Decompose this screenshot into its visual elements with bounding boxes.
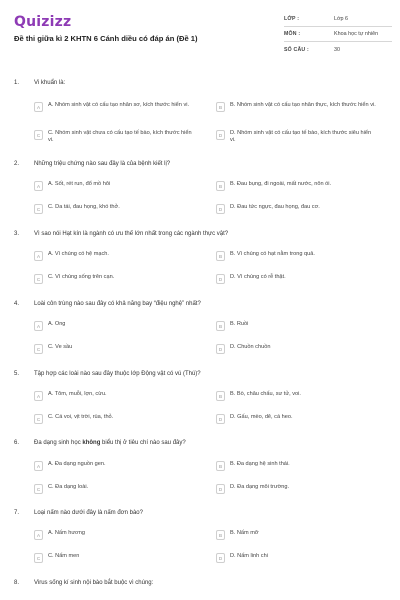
option-text: A. Sốt, rét run, đổ mồ hôi	[48, 181, 111, 187]
option-text: A. Tôm, muỗi, lợn, cừu.	[48, 391, 107, 397]
question-text: Virus sống kí sinh nội bào bắt buộc vì chúng:	[34, 580, 154, 586]
question-text: Những triệu chứng nào sau đây là của bệnh kiết lị?	[34, 161, 171, 167]
option-text: A. Nấm hương	[48, 530, 85, 536]
option-text: A. Đa dạng nguồn gen.	[48, 461, 106, 467]
option-text: B. Bò, châu chấu, sư tử, voi.	[230, 391, 301, 397]
option-letter-box: B	[216, 102, 225, 112]
option-letter-box: A	[34, 461, 43, 471]
option-a[interactable]	[34, 461, 196, 471]
question-number: 1.	[14, 80, 20, 86]
option-text: C. Cá voi, vịt trời, rùa, thỏ.	[48, 414, 114, 420]
option-text: C. Vì chúng sống trên cạn.	[48, 274, 115, 280]
worksheet-title: Đề thi giữa kì 2 KHTN 6 Cánh diều có đáp án (Đề 1)	[14, 34, 198, 43]
option-b[interactable]	[216, 391, 378, 401]
meta-row-subject	[284, 27, 392, 42]
option-letter-box: D	[216, 204, 225, 214]
option-d[interactable]	[216, 204, 378, 214]
option-b[interactable]	[216, 102, 378, 112]
question-text-pre: Đa dạng sinh học	[34, 440, 83, 446]
option-a[interactable]	[34, 102, 196, 112]
option-letter-box: C	[34, 130, 43, 140]
question-text: Vi khuẩn là:	[34, 80, 66, 86]
question-text-emphasis: không	[82, 440, 101, 446]
option-letter-box: C	[34, 484, 43, 494]
option-a[interactable]	[34, 321, 196, 331]
option-letter-box: A	[34, 251, 43, 261]
question-number: 8.	[14, 580, 20, 586]
option-c[interactable]	[34, 414, 196, 424]
option-letter-box: D	[216, 484, 225, 494]
option-b[interactable]	[216, 181, 378, 191]
option-letter-box: D	[216, 274, 225, 284]
option-letter-box: B	[216, 391, 225, 401]
option-text: C. Nhóm sinh vật chưa có cấu tạo tế bào, kích thước hiển vi.	[48, 130, 192, 143]
option-a[interactable]	[34, 391, 196, 401]
option-d[interactable]	[216, 414, 378, 424]
option-letter-box: B	[216, 251, 225, 261]
option-text: B. Vì chúng có hạt nằm trong quả.	[230, 251, 315, 257]
option-d[interactable]	[216, 130, 378, 143]
quizizz-logo: Quizizz	[14, 14, 72, 30]
option-text: C. Nấm men	[48, 553, 80, 559]
option-c[interactable]	[34, 344, 196, 354]
meta-key: LỚP :	[284, 16, 300, 22]
option-text: D. Đa dạng môi trường.	[230, 484, 290, 490]
option-c[interactable]	[34, 553, 196, 563]
option-letter-box: C	[34, 414, 43, 424]
option-letter-box: B	[216, 530, 225, 540]
question-number: 2.	[14, 161, 20, 167]
option-letter-box: B	[216, 321, 225, 331]
option-b[interactable]	[216, 321, 378, 331]
question-text	[34, 440, 186, 446]
question-text: Tập hợp các loài nào sau đây thuộc lớp Động vật có vú (Thú)?	[34, 371, 201, 377]
option-letter-box: A	[34, 391, 43, 401]
option-text: D. Vì chúng có rễ thật.	[230, 274, 286, 280]
option-text: D. Nhóm sinh vật có cấu tạo tế bào, kích thước siêu hiển vi.	[230, 130, 372, 143]
meta-value: Khoa học tự nhiên	[334, 31, 379, 37]
option-letter-box: C	[34, 553, 43, 563]
option-text: C. Da tái, đau họng, khó thở.	[48, 204, 120, 210]
option-b[interactable]	[216, 251, 378, 261]
meta-value: Lớp 6	[334, 16, 349, 22]
question-text-post: biểu thị ở tiêu chí nào sau đây?	[100, 440, 186, 446]
option-text: C. Ve sầu	[48, 344, 73, 350]
meta-key: MÔN :	[284, 31, 301, 37]
option-letter-box: D	[216, 553, 225, 563]
option-text: C. Đa dạng loài.	[48, 484, 89, 490]
question-text: Loại nấm nào dưới đây là nấm đơn bào?	[34, 510, 143, 516]
option-text: A. Nhóm sinh vật có cấu tạo nhân sơ, kích thước hiển vi.	[48, 102, 190, 108]
option-text: A. Vì chúng có hệ mạch.	[48, 251, 109, 257]
option-letter-box: A	[34, 321, 43, 331]
option-c[interactable]	[34, 204, 196, 214]
meta-row-grade	[284, 12, 392, 27]
option-letter-box: A	[34, 102, 43, 112]
option-letter-box: A	[34, 181, 43, 191]
option-d[interactable]	[216, 274, 378, 284]
option-text: D. Chuồn chuồn	[230, 344, 271, 350]
question-number: 3.	[14, 231, 20, 237]
option-c[interactable]	[34, 274, 196, 284]
option-letter-box: D	[216, 414, 225, 424]
option-a[interactable]	[34, 251, 196, 261]
question-number: 5.	[14, 371, 20, 377]
question-text: Loài côn trùng nào sau đây có khả năng bay “điệu nghệ” nhất?	[34, 301, 201, 307]
question-number: 7.	[14, 510, 20, 516]
option-a[interactable]	[34, 530, 196, 540]
option-c[interactable]	[34, 484, 196, 494]
option-text: B. Đau bụng, đi ngoài, mất nước, nôn ói.	[230, 181, 332, 187]
meta-value: 30	[334, 46, 340, 53]
option-text: A. Ong	[48, 321, 66, 327]
question-number: 4.	[14, 301, 20, 307]
option-a[interactable]	[34, 181, 196, 191]
option-d[interactable]	[216, 344, 378, 354]
worksheet-meta-table	[284, 12, 392, 57]
option-letter-box: D	[216, 130, 225, 140]
option-text: D. Gấu, mèo, dê, cá heo.	[230, 414, 293, 420]
option-text: B. Ruồi	[230, 321, 249, 327]
option-d[interactable]	[216, 553, 378, 563]
option-text: D. Đau tức ngực, đau họng, đau cơ.	[230, 204, 320, 210]
question-text: Vì sao nói Hạt kín là ngành có ưu thế lớn nhất trong các ngành thực vật?	[34, 231, 229, 237]
option-d[interactable]	[216, 484, 378, 494]
option-b[interactable]	[216, 461, 378, 471]
option-letter-box: C	[34, 344, 43, 354]
option-letter-box: A	[34, 530, 43, 540]
option-letter-box: C	[34, 274, 43, 284]
option-letter-box: C	[34, 204, 43, 214]
worksheet-header	[0, 0, 400, 70]
option-text: B. Nấm mỡ	[230, 530, 259, 536]
option-b[interactable]	[216, 530, 378, 540]
option-letter-box: D	[216, 344, 225, 354]
meta-row-question-count	[284, 42, 392, 57]
option-letter-box: B	[216, 181, 225, 191]
option-text: B. Đa dạng hệ sinh thái.	[230, 461, 290, 467]
meta-key: SỐ CÂU :	[284, 46, 309, 53]
option-text: B. Nhóm sinh vật có cấu tạo nhân thực, kích thước hiển vi.	[230, 102, 376, 108]
option-c[interactable]	[34, 130, 196, 143]
option-text: D. Nấm linh chi	[230, 553, 268, 559]
option-letter-box: B	[216, 461, 225, 471]
question-number: 6.	[14, 440, 20, 446]
